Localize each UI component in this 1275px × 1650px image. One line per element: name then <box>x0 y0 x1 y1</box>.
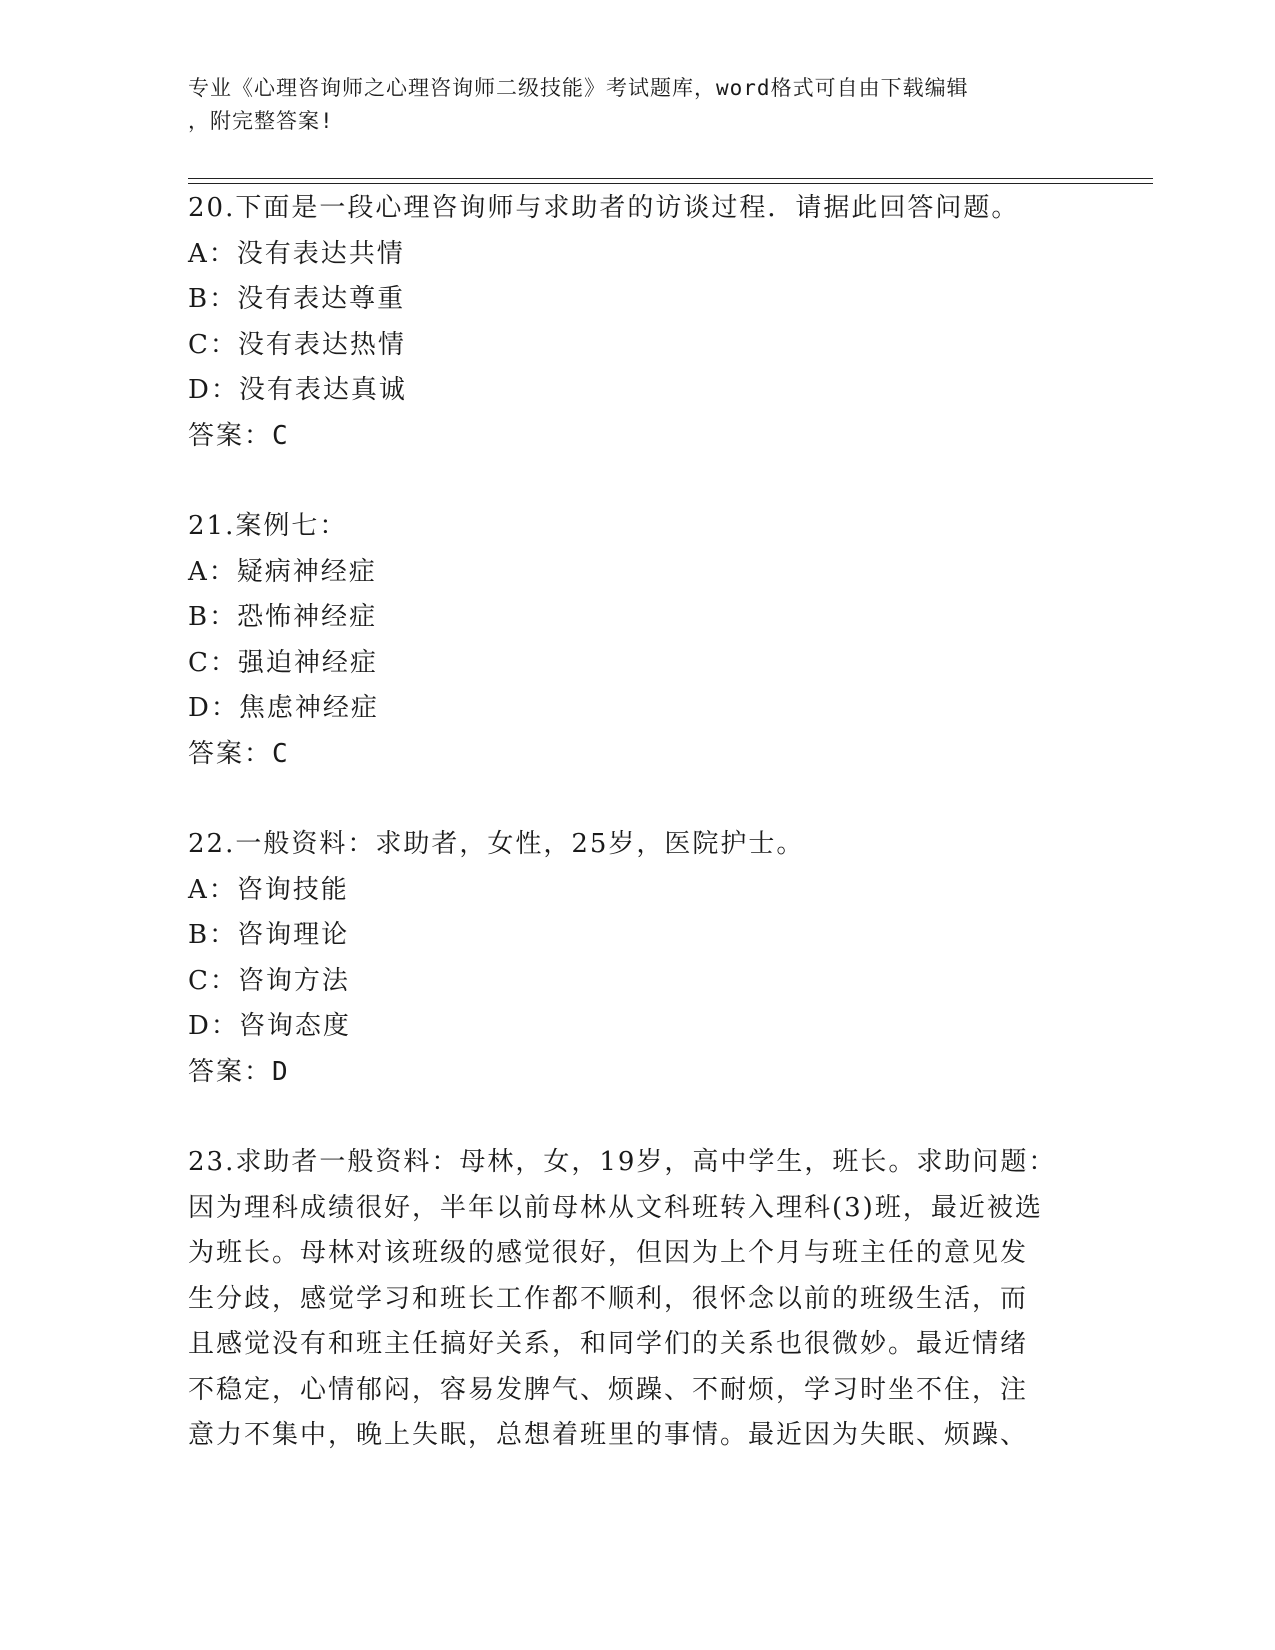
question-list <box>188 186 1068 1504</box>
option-d: D：没有表达真诚 <box>188 375 407 405</box>
case-text-line: 意力不集中，晚上失眠，总想着班里的事情。最近因为失眠、烦躁、 <box>188 1420 1029 1450</box>
option-c: C：没有表达热情 <box>188 329 406 360</box>
question-21 <box>188 504 1068 777</box>
answer-label: 答案：C <box>188 420 290 451</box>
case-text-line: 23.求助者一般资料：母林，女，19岁，高中学生，班长。求助问题： <box>188 1147 1057 1177</box>
case-text-line: 因为理科成绩很好，半年以前母林从文科班转入理科(3)班，最近被选 <box>188 1192 1043 1223</box>
question-stem: 20.下面是一段心理咨询师与求助者的访谈过程．请据此回答问题。 <box>188 193 1020 223</box>
option-c: C：强迫神经症 <box>188 647 378 678</box>
document-header <box>188 72 1068 138</box>
option-a: A：咨询技能 <box>188 874 349 905</box>
question-20 <box>188 186 1068 459</box>
option-a: A：疑病神经症 <box>188 556 377 587</box>
option-c: C：咨询方法 <box>188 965 350 996</box>
header-line-2: ，附完整答案! <box>188 109 334 133</box>
header-rule-bottom <box>188 183 1153 184</box>
question-stem: 21.案例七： <box>188 511 348 541</box>
option-d: D：咨询态度 <box>188 1011 351 1041</box>
header-rule-top <box>188 178 1153 179</box>
question-stem: 22.一般资料：求助者，女性，25岁，医院护士。 <box>188 829 805 859</box>
option-b: B：恐怖神经症 <box>188 602 378 632</box>
option-b: B：没有表达尊重 <box>188 284 406 314</box>
option-a: A：没有表达共情 <box>188 238 405 269</box>
option-b: B：咨询理论 <box>188 920 350 950</box>
answer-label: 答案：D <box>188 1056 290 1087</box>
case-text-line: 不稳定，心情郁闷，容易发脾气、烦躁、不耐烦，学习时坐不住，注 <box>188 1374 1029 1405</box>
question-22 <box>188 822 1068 1095</box>
question-23 <box>188 1140 1068 1459</box>
case-text-line: 生分歧，感觉学习和班长工作都不顺利，很怀念以前的班级生活，而 <box>188 1283 1029 1314</box>
case-text-line: 且感觉没有和班主任搞好关系，和同学们的关系也很微妙。最近情绪 <box>188 1329 1029 1359</box>
header-line-1: 专业《心理咨询师之心理咨询师二级技能》考试题库，word格式可自由下载编辑 <box>188 76 969 100</box>
answer-label: 答案：C <box>188 738 290 769</box>
option-d: D：焦虑神经症 <box>188 693 379 723</box>
case-text-line: 为班长。母林对该班级的感觉很好，但因为上个月与班主任的意见发 <box>188 1238 1029 1268</box>
